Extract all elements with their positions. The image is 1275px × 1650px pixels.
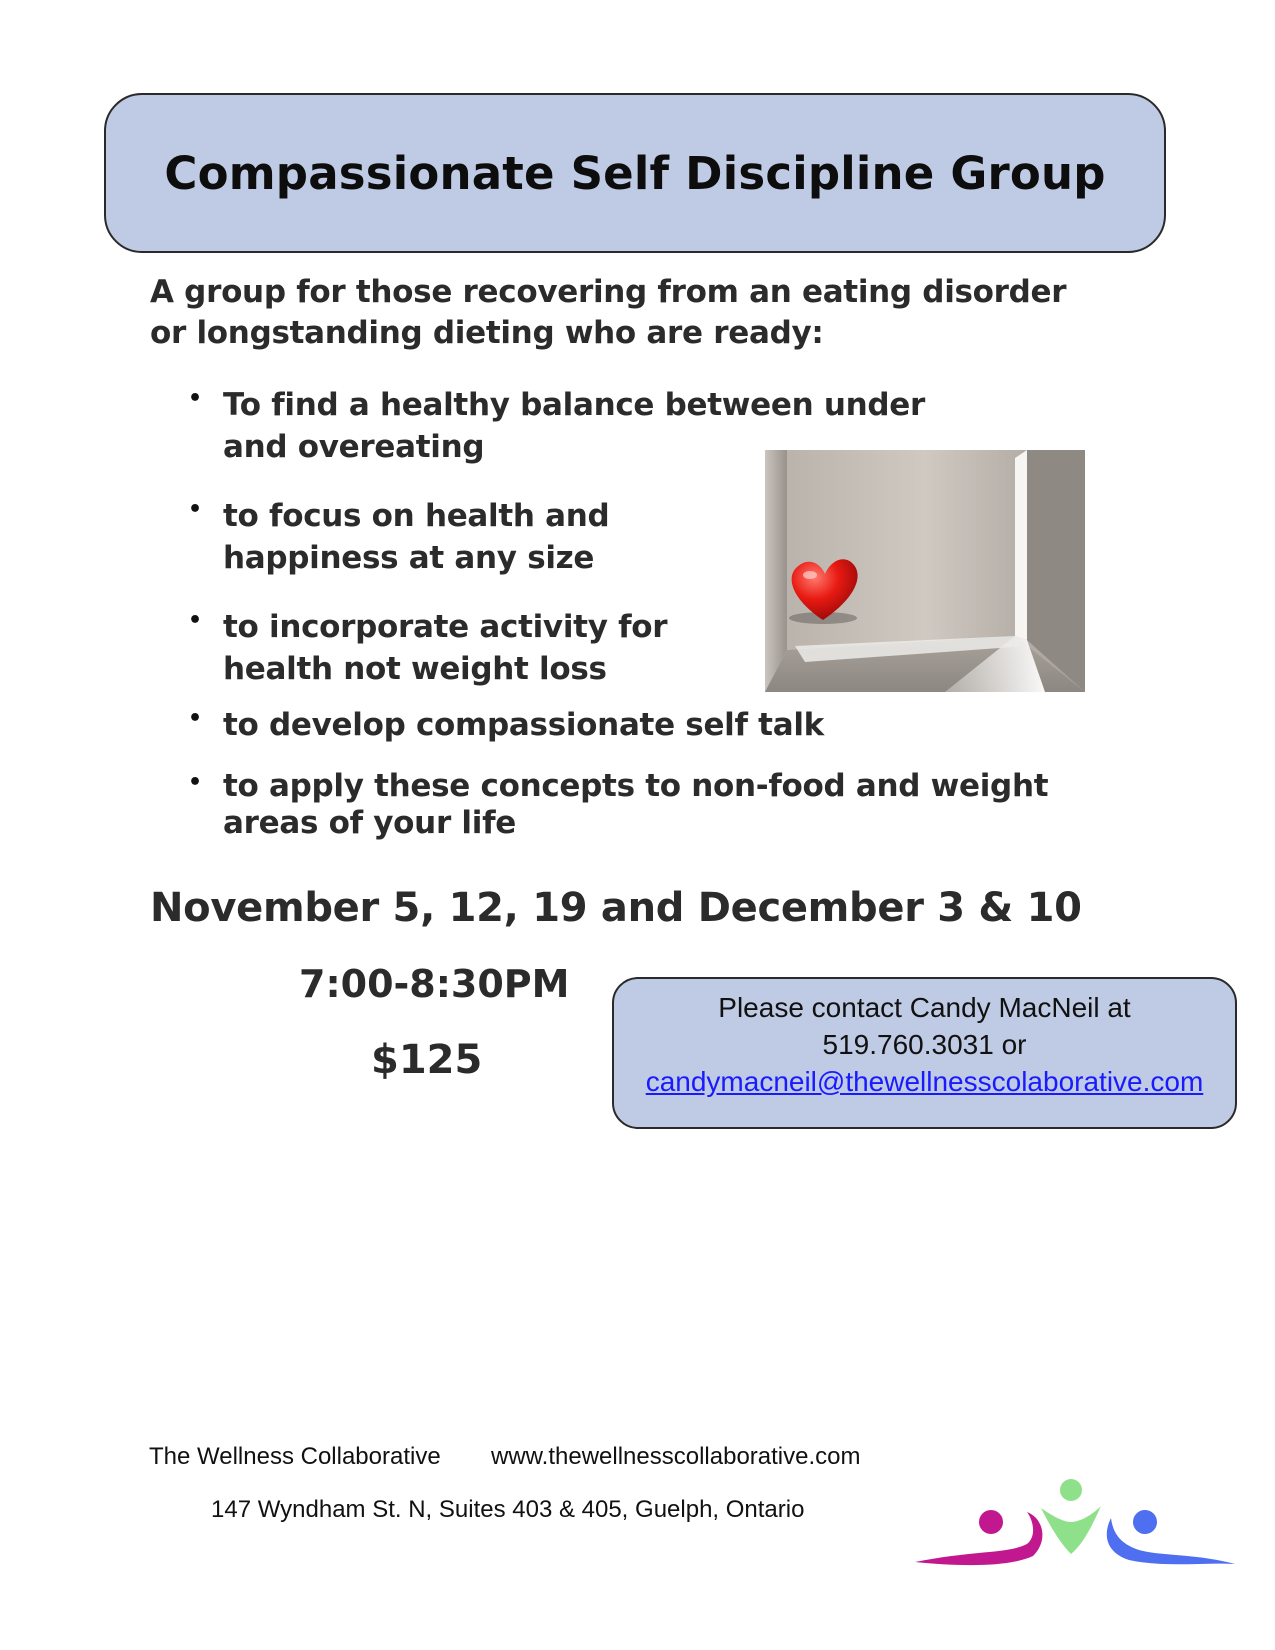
session-time: 7:00-8:30PM — [299, 962, 570, 1006]
bullet-item — [188, 606, 733, 690]
title-banner — [104, 93, 1166, 253]
logo-blue-swoosh — [1107, 1518, 1235, 1564]
footer-organization: The Wellness Collaborative — [149, 1443, 441, 1470]
wellness-collaborative-logo — [915, 1478, 1235, 1568]
bullet-text: to focus on health and happiness at any size — [223, 498, 610, 576]
bullet-text: to develop compassionate self talk — [223, 707, 824, 743]
bullet-text: to apply these concepts to non-food and weight areas of your life — [223, 768, 1049, 841]
footer-address: 147 Wyndham St. N, Suites 403 & 405, Guelph, Ontario — [211, 1496, 805, 1523]
heart-in-room-image — [765, 450, 1085, 692]
bullet-icon: • — [188, 608, 202, 633]
page-title: Compassionate Self Discipline Group — [164, 146, 1106, 200]
session-dates: November 5, 12, 19 and December 3 & 10 — [150, 885, 1082, 931]
bullet-icon: • — [188, 770, 202, 795]
footer-website: www.thewellnesscollaborative.com — [491, 1443, 861, 1470]
session-price: $125 — [371, 1037, 483, 1083]
logo-blue-dot — [1133, 1510, 1157, 1534]
bullet-icon: • — [188, 497, 202, 522]
bullet-text: To find a healthy balance between under and overeating — [223, 387, 925, 465]
contact-email-link[interactable]: candymacneil@thewellnesscolaborative.com — [645, 1066, 1204, 1097]
contact-line-1: Please contact Candy MacNeil at — [718, 992, 1131, 1023]
contact-box — [612, 977, 1237, 1129]
bullet-item — [188, 704, 1088, 746]
intro-paragraph: A group for those recovering from an eating disorder or longstanding dieting who are ready: — [150, 274, 1067, 351]
bullet-item — [188, 768, 1108, 842]
logo-magenta-dot — [979, 1510, 1003, 1534]
bullet-icon: • — [188, 706, 202, 731]
bullet-text: to incorporate activity for health not weight loss — [223, 609, 668, 687]
logo-green-dot — [1060, 1479, 1082, 1501]
bullet-item — [188, 495, 733, 579]
logo-magenta-swoosh — [915, 1512, 1042, 1565]
logo-green-figure — [1041, 1506, 1101, 1554]
heart-in-room-photo — [765, 450, 1085, 692]
contact-phone: 519.760.3031 or — [822, 1029, 1027, 1060]
bullet-icon: • — [188, 386, 202, 411]
